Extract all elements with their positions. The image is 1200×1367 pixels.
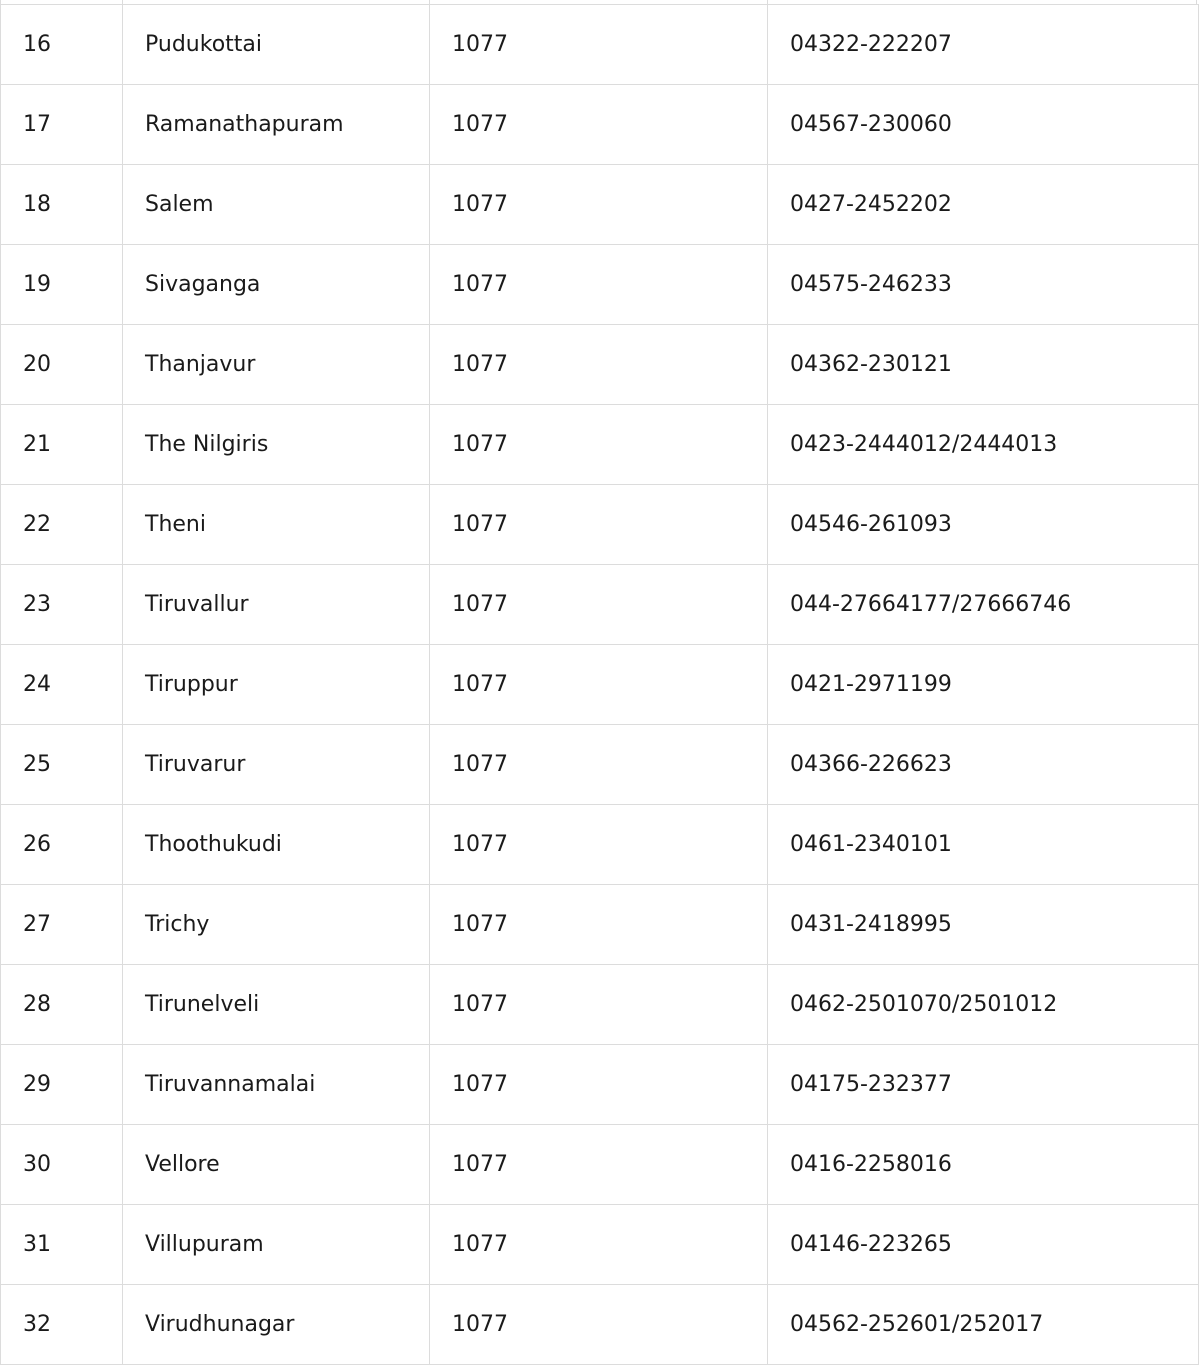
district-name-cell: Sivaganga xyxy=(123,245,430,325)
toll-free-number-cell: 1077 xyxy=(430,725,768,805)
toll-free-number-cell: 1077 xyxy=(430,885,768,965)
serial-number-cell: 29 xyxy=(1,1045,123,1125)
phone-number-cell: 04366-226623 xyxy=(768,725,1199,805)
toll-free-number-cell: 1077 xyxy=(430,645,768,725)
serial-number-cell: 22 xyxy=(1,485,123,565)
serial-number-cell: 28 xyxy=(1,965,123,1045)
table-row xyxy=(1,725,1199,805)
toll-free-number-cell: 1077 xyxy=(430,165,768,245)
table-row xyxy=(1,965,1199,1045)
serial-number-cell: 16 xyxy=(1,5,123,85)
phone-number-cell: 0431-2418995 xyxy=(768,885,1199,965)
district-name-cell: Salem xyxy=(123,165,430,245)
table-row xyxy=(1,885,1199,965)
district-name-cell: Tiruvarur xyxy=(123,725,430,805)
phone-number-cell: 0423-2444012/2444013 xyxy=(768,405,1199,485)
phone-number-cell: 044-27664177/27666746 xyxy=(768,565,1199,645)
phone-number-cell: 04175-232377 xyxy=(768,1045,1199,1125)
serial-number-cell: 25 xyxy=(1,725,123,805)
table-row xyxy=(1,485,1199,565)
district-name-cell: Vellore xyxy=(123,1125,430,1205)
district-name-cell: Ramanathapuram xyxy=(123,85,430,165)
district-name-cell: The Nilgiris xyxy=(123,405,430,485)
district-name-cell: Virudhunagar xyxy=(123,1285,430,1365)
serial-number-cell: 20 xyxy=(1,325,123,405)
serial-number-cell: 31 xyxy=(1,1205,123,1285)
table-row xyxy=(1,645,1199,725)
table-row xyxy=(1,5,1199,85)
table-row xyxy=(1,1045,1199,1125)
phone-number-cell: 04562-252601/252017 xyxy=(768,1285,1199,1365)
phone-number-cell: 04567-230060 xyxy=(768,85,1199,165)
district-name-cell: Trichy xyxy=(123,885,430,965)
toll-free-number-cell: 1077 xyxy=(430,85,768,165)
serial-number-cell: 21 xyxy=(1,405,123,485)
phone-number-cell: 04146-223265 xyxy=(768,1205,1199,1285)
toll-free-number-cell: 1077 xyxy=(430,405,768,485)
table-row xyxy=(1,85,1199,165)
district-name-cell: Tiruvannamalai xyxy=(123,1045,430,1125)
district-name-cell: Tiruppur xyxy=(123,645,430,725)
table-row xyxy=(1,405,1199,485)
toll-free-number-cell: 1077 xyxy=(430,325,768,405)
table-row xyxy=(1,565,1199,645)
toll-free-number-cell: 1077 xyxy=(430,805,768,885)
serial-number-cell: 17 xyxy=(1,85,123,165)
phone-number-cell: 0461-2340101 xyxy=(768,805,1199,885)
toll-free-number-cell: 1077 xyxy=(430,1125,768,1205)
district-name-cell: Villupuram xyxy=(123,1205,430,1285)
table-row xyxy=(1,165,1199,245)
district-helpline-table-container xyxy=(0,4,1198,1365)
toll-free-number-cell: 1077 xyxy=(430,485,768,565)
toll-free-number-cell: 1077 xyxy=(430,5,768,85)
phone-number-cell: 04575-246233 xyxy=(768,245,1199,325)
toll-free-number-cell: 1077 xyxy=(430,1285,768,1365)
district-name-cell: Thanjavur xyxy=(123,325,430,405)
district-name-cell: Tirunelveli xyxy=(123,965,430,1045)
table-row xyxy=(1,805,1199,885)
phone-number-cell: 0427-2452202 xyxy=(768,165,1199,245)
table-row xyxy=(1,325,1199,405)
serial-number-cell: 24 xyxy=(1,645,123,725)
district-name-cell: Theni xyxy=(123,485,430,565)
table-row xyxy=(1,1285,1199,1365)
toll-free-number-cell: 1077 xyxy=(430,1045,768,1125)
serial-number-cell: 32 xyxy=(1,1285,123,1365)
serial-number-cell: 19 xyxy=(1,245,123,325)
toll-free-number-cell: 1077 xyxy=(430,565,768,645)
phone-number-cell: 0416-2258016 xyxy=(768,1125,1199,1205)
table-body xyxy=(1,5,1199,1365)
serial-number-cell: 26 xyxy=(1,805,123,885)
table-row xyxy=(1,1125,1199,1205)
toll-free-number-cell: 1077 xyxy=(430,245,768,325)
phone-number-cell: 04362-230121 xyxy=(768,325,1199,405)
phone-number-cell: 04546-261093 xyxy=(768,485,1199,565)
district-helpline-table xyxy=(0,4,1199,1365)
phone-number-cell: 04322-222207 xyxy=(768,5,1199,85)
district-name-cell: Thoothukudi xyxy=(123,805,430,885)
toll-free-number-cell: 1077 xyxy=(430,1205,768,1285)
table-row xyxy=(1,1205,1199,1285)
serial-number-cell: 27 xyxy=(1,885,123,965)
table-row xyxy=(1,245,1199,325)
serial-number-cell: 30 xyxy=(1,1125,123,1205)
toll-free-number-cell: 1077 xyxy=(430,965,768,1045)
district-name-cell: Tiruvallur xyxy=(123,565,430,645)
serial-number-cell: 18 xyxy=(1,165,123,245)
district-name-cell: Pudukottai xyxy=(123,5,430,85)
phone-number-cell: 0421-2971199 xyxy=(768,645,1199,725)
serial-number-cell: 23 xyxy=(1,565,123,645)
phone-number-cell: 0462-2501070/2501012 xyxy=(768,965,1199,1045)
